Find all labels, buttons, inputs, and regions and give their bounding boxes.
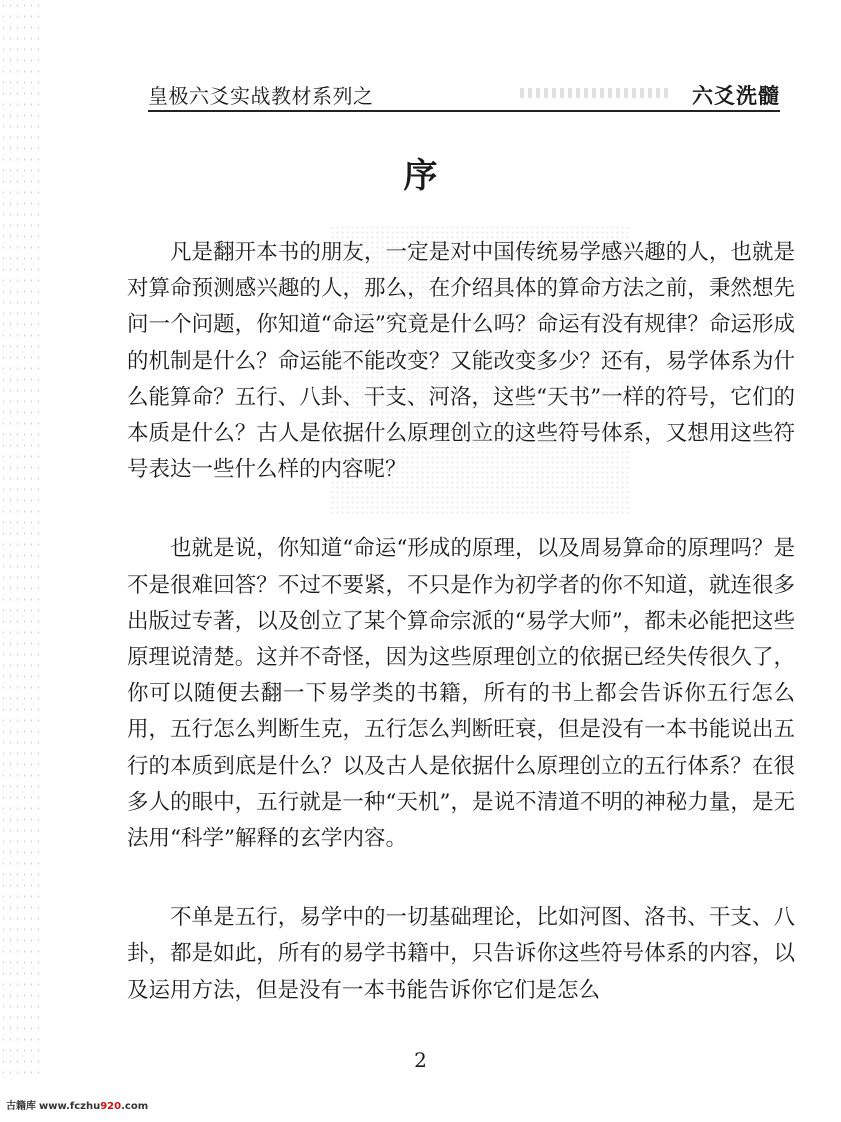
site-url-suffix: .com: [121, 1101, 149, 1112]
site-url-number: 920: [100, 1101, 122, 1112]
paragraph: 凡是翻开本书的朋友，一定是对中国传统易学感兴趣的人，也就是对算命预测感兴趣的人，那么，在介绍具体的算命方法之前，秉然想先问一个问题，你知道“命运”究竟是什么吗？命运有没有规律？命运形成的机制是什么？命运能不能改变？又能改变多少？还有，易学体系为什么能算命？五行、八卦、干支、河洛，这些“天书”一样的符号，它们的本质是什么？古人是依据什么原理创立的这些符号体系，又想用这些符号表达一些什么样的内容呢？: [127, 240, 795, 483]
faded-stamp: [520, 88, 670, 98]
running-header: [148, 80, 780, 112]
page-title: 序: [403, 156, 438, 196]
paragraph: 也就是说，你知道“命运“形成的原理，以及周易算命的原理吗？是不是很难回答？不过不要紧，不只是作为初学者的你不知道，就连很多出版过专著，以及创立了某个算命宗派的“易学大师”，都未必能把这些原理说清楚。这并不奇怪，因为这些原理创立的依据已经失传很久了，你可以随便去翻一下易学类的书籍，所有的书上都会告诉你五行怎么用，五行怎么判断生克，五行怎么判断旺衰，但是没有一本书能说出五行的本质到底是什么？以及古人是依据什么原理创立的五行体系？在很多人的眼中，五行就是一种“天机”，是说不清道不明的神秘力量，是无法用“科学”解释的玄学内容。: [127, 536, 795, 852]
body-text: [127, 235, 795, 1052]
book-title: 六爻洗髓: [692, 83, 780, 108]
paragraph: 不单是五行，易学中的一切基础理论，比如河图、洛书、干支、八卦，都是如此，所有的易学书籍中，只告诉你这些符号体系的内容，以及运用方法，但是没有一本书能告诉你它们是怎么: [127, 905, 795, 1003]
site-name: 古籍库: [6, 1101, 36, 1112]
series-title: 皇极六爻实战教材系列之: [148, 84, 374, 108]
header-rule: [148, 110, 780, 112]
site-footer: [6, 1097, 148, 1112]
page-number: 2: [414, 1048, 427, 1072]
site-url-prefix: www.fczhu: [39, 1101, 101, 1112]
